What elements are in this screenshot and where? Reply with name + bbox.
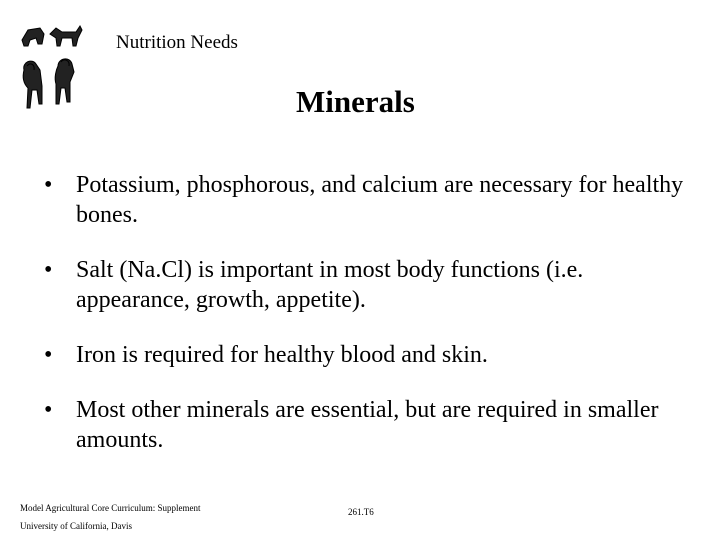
section-header: Nutrition Needs xyxy=(116,32,238,53)
bullet-item xyxy=(44,170,694,230)
bullet-text: Iron is required for healthy blood and skin. xyxy=(76,342,488,368)
bullet-item xyxy=(44,395,694,455)
bullet-dot: • xyxy=(44,342,53,368)
bullet-dot: • xyxy=(44,397,53,423)
bullet-text: Most other minerals are essential, but are required in smaller amounts. xyxy=(76,397,659,453)
bullet-dot: • xyxy=(44,172,53,198)
bullet-text: Salt (Na.Cl) is important in most body functions (i.e. appearance, growth, appetite). xyxy=(76,257,584,313)
bullet-list xyxy=(44,170,694,480)
bullet-item xyxy=(44,255,694,315)
footer-slide-code: 261.T6 xyxy=(348,507,374,517)
bullet-dot: • xyxy=(44,257,53,283)
footer-curriculum: Model Agricultural Core Curriculum: Supplement xyxy=(20,503,201,513)
livestock-logo-icon xyxy=(18,20,84,116)
slide-title: Minerals xyxy=(296,84,415,119)
bullet-text: Potassium, phosphorous, and calcium are necessary for healthy bones. xyxy=(76,172,684,228)
bullet-item xyxy=(44,340,694,370)
footer-university: University of California, Davis xyxy=(20,521,132,531)
